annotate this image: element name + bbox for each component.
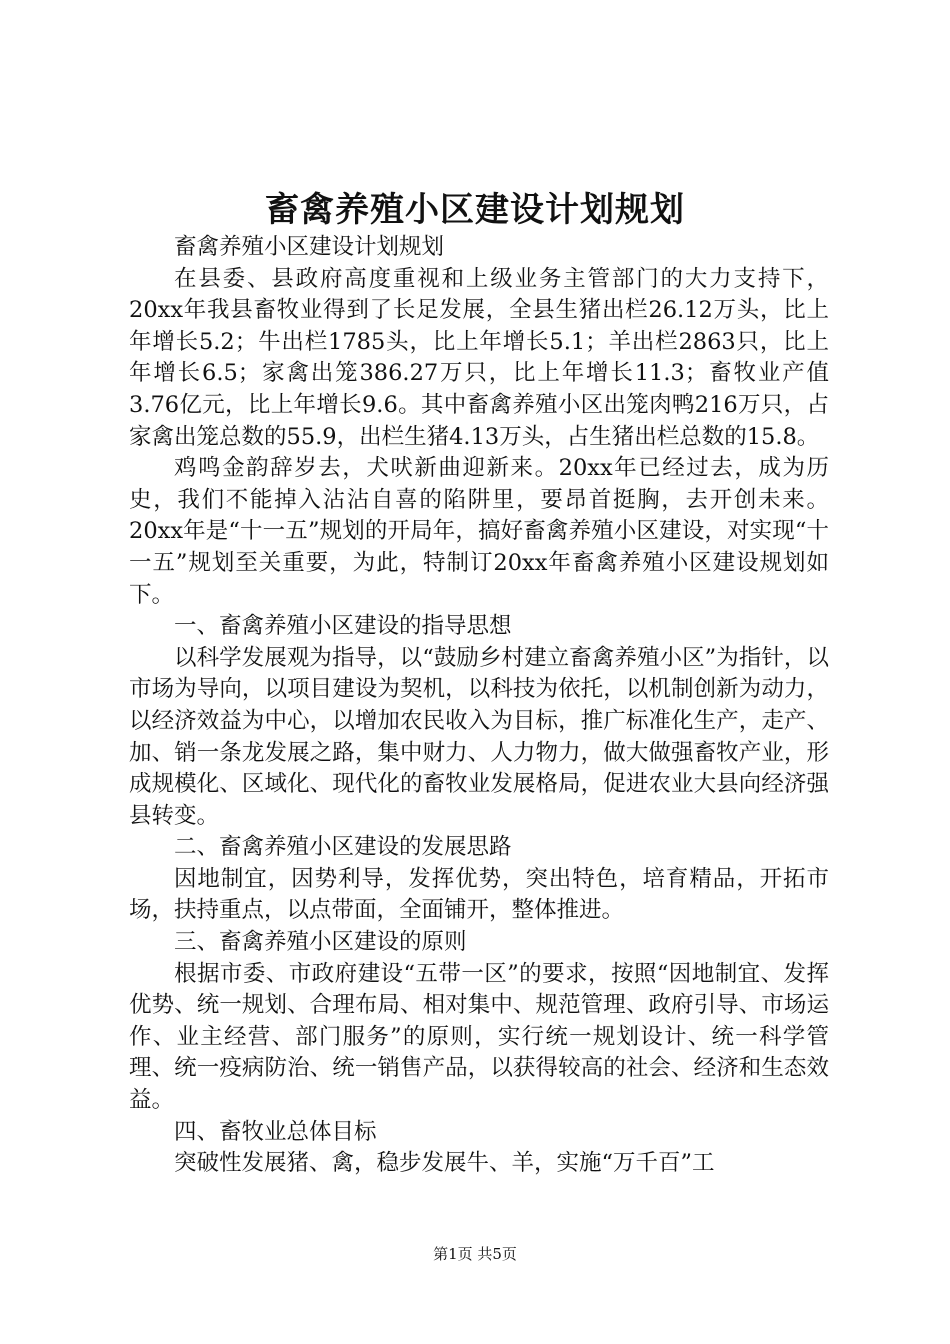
paragraph-overall-goals: 突破性发展猪、禽，稳步发展牛、羊，实施“万千百”工 — [174, 1150, 715, 1177]
paragraph-preface: 鸡鸣金韵辞岁去，犬吠新曲迎新来。20xx年已经过去，成为历史，我们不能掉入沾沾自喜的陷阱里，要昂首挺胸，去开创未来。20xx年是“十一五”规划的开局年，搞好畜禽养殖小区建设，对实现“十一五”规划至关重要，为此，特制订20xx年畜禽养殖小区建设规划如下。 — [129, 455, 829, 608]
paragraph-development-approach: 因地制宜，因势利导，发挥优势，突出特色，培育精品，开拓市场，扶持重点，以点带面，全面铺开，整体推进。 — [129, 865, 829, 924]
section-heading-1: 一、畜禽养殖小区建设的指导思想 — [174, 613, 512, 640]
paragraph-subtitle: 畜禽养殖小区建设计划规划 — [174, 234, 445, 260]
paragraph-guiding-ideology: 以科学发展观为指导，以“鼓励乡村建立畜禽养殖小区”为指针，以市场为导向，以项目建设为契机，以科技为依托，以机制创新为动力，以经济效益为中心，以增加农民收入为目标，推广标准化生产，走产、加、销一条龙发展之路，集中财力、人力物力，做大做强畜牧产业，形成规模化、区域化、现代化的畜牧业发展格局，促进农业大县向经济强县转变。 — [129, 644, 829, 829]
paragraph-principles: 根据市委、市政府建设“五带一区”的要求，按照“因地制宜、发挥优势、统一规划、合理布局、相对集中、规范管理、政府引导、市场运作、业主经营、部门服务”的原则，实行统一规划设计、统一科学管理、统一疫病防治、统一销售产品，以获得较高的社会、经济和生态效益。 — [129, 960, 829, 1114]
page-footer: 第1页 共5页 — [433, 1245, 517, 1263]
document-body — [129, 232, 829, 1180]
document-title: 畜禽养殖小区建设计划规划 — [265, 190, 685, 230]
section-heading-2: 二、畜禽养殖小区建设的发展思路 — [174, 834, 512, 861]
section-heading-3: 三、畜禽养殖小区建设的原则 — [174, 929, 467, 956]
section-heading-4: 四、畜牧业总体目标 — [174, 1118, 377, 1145]
paragraph-intro: 在县委、县政府高度重视和上级业务主管部门的大力支持下，20xx年我县畜牧业得到了长足发展，全县生猪出栏26.12万头，比上年增长5.2；牛出栏1785头，比上年增长5.1；羊出栏2863只，比上年增长6.5；家禽出笼386.27万只，比上年增长11.3；畜牧业产值3.76亿元，比上年增长9.6。其中畜禽养殖小区出笼肉鸭216万只，占家禽出笼总数的55.9，出栏生猪4.13万头，占生猪出栏总数的15.8。 — [129, 265, 829, 450]
